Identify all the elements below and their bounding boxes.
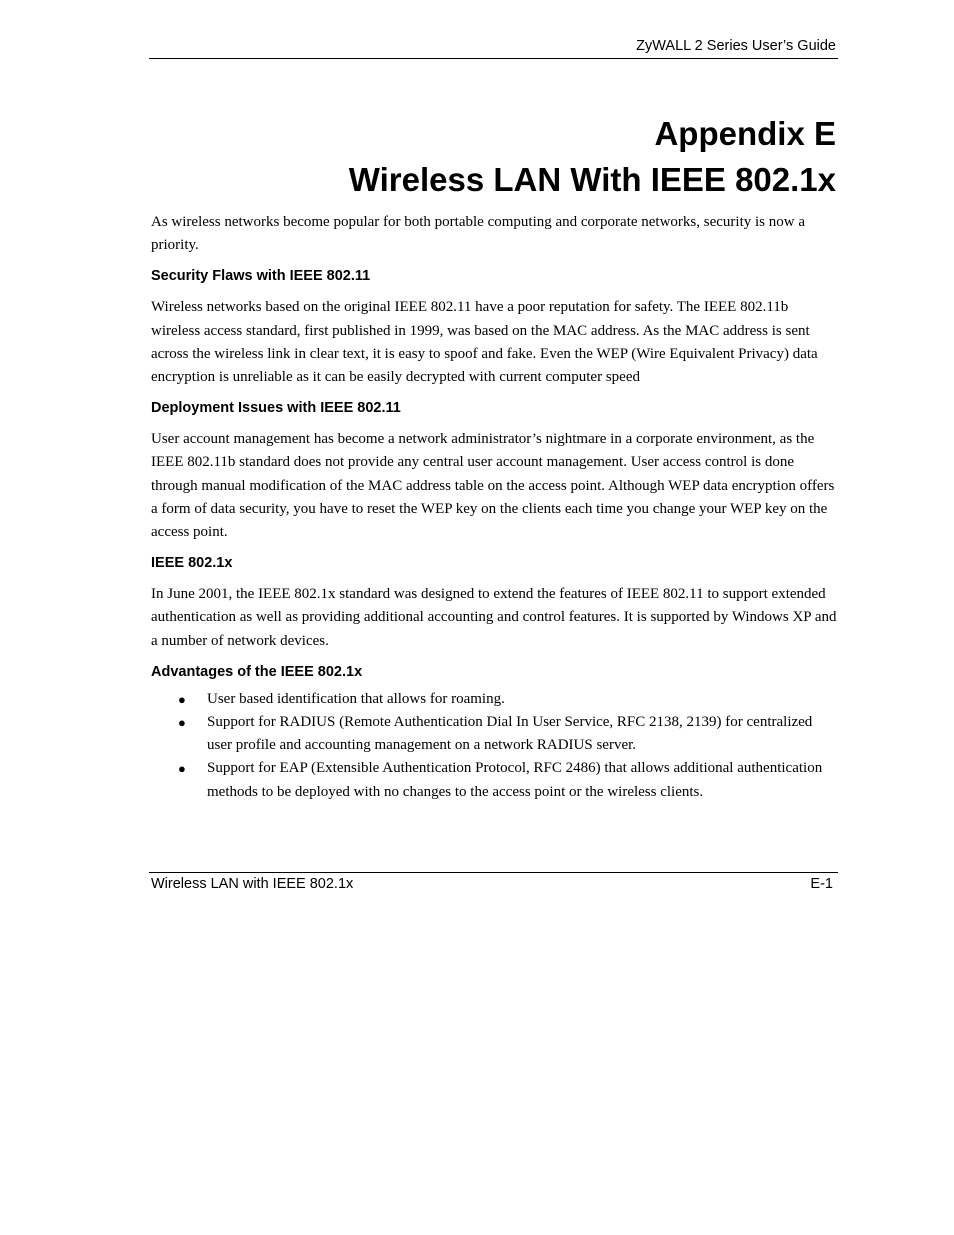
main-content [151, 211, 837, 804]
section-heading-advantages: Advantages of the IEEE 802.1x [151, 663, 363, 680]
list-item [151, 711, 837, 757]
guide-title: ZyWALL 2 Series User’s Guide [636, 38, 836, 54]
list-item [151, 757, 837, 803]
list-item-text: Support for RADIUS (Remote Authentication Dial In User Service, RFC 2138, 2139) for centralized user profile and accounting management on a network RADIUS server. [207, 714, 813, 754]
page-number: E-1 [810, 876, 833, 892]
section-heading-deployment-issues: Deployment Issues with IEEE 802.11 [151, 400, 401, 417]
intro-paragraph: As wireless networks become popular for both portable computing and corporate networks, security is now a priority. [151, 214, 805, 254]
list-item [151, 688, 837, 711]
section-heading-security-flaws: Security Flaws with IEEE 802.11 [151, 268, 371, 285]
footer-chapter-title: Wireless LAN with IEEE 802.1x [151, 876, 354, 892]
bullet-icon: ● [178, 691, 186, 707]
section-body-ieee-8021x: In June 2001, the IEEE 802.1x standard was designed to extend the features of IEEE 802.11 to support extended authentication as well as providing additional accounting and control features. It is supported by Windows XP and a number of network devices. [151, 586, 837, 649]
list-item-text: Support for EAP (Extensible Authentication Protocol, RFC 2486) that allows additional authentication methods to be deployed with no changes to the access point or the wireless clients. [207, 760, 823, 800]
appendix-heading: Wireless LAN With IEEE 802.1x [348, 161, 836, 198]
section-body-deployment-issues: User account management has become a network administrator’s nightmare in a corporate environment, as the IEEE 802.11b standard does not provide any central user account management. User access control is done through manual modification of the MAC address table on the access point. Although WEP data encryption offers a form of data security, you have to reset the WEP key on the clients each time you change your WEP key on the access point. [151, 431, 835, 541]
section-body-security-flaws: Wireless networks based on the original IEEE 802.11 have a poor reputation for safety. The IEEE 802.11b wireless access standard, first published in 1999, was based on the MAC address. As the MAC address is sent across the wireless link in clear text, it is easy to spoof and fake. Even the WEP (Wire Equivalent Privacy) data encryption is unreliable as it can be easily decrypted with current computer speed [151, 299, 818, 386]
page-header [149, 36, 838, 59]
bullet-icon: ● [178, 761, 186, 777]
page-footer [149, 872, 838, 897]
section-heading-ieee-8021x: IEEE 802.1x [151, 555, 233, 572]
bullet-icon: ● [178, 715, 186, 731]
list-item-text: User based identification that allows for roaming. [207, 690, 505, 707]
appendix-label: Appendix E [654, 115, 836, 152]
appendix-title [149, 111, 836, 203]
advantages-list [151, 688, 837, 804]
